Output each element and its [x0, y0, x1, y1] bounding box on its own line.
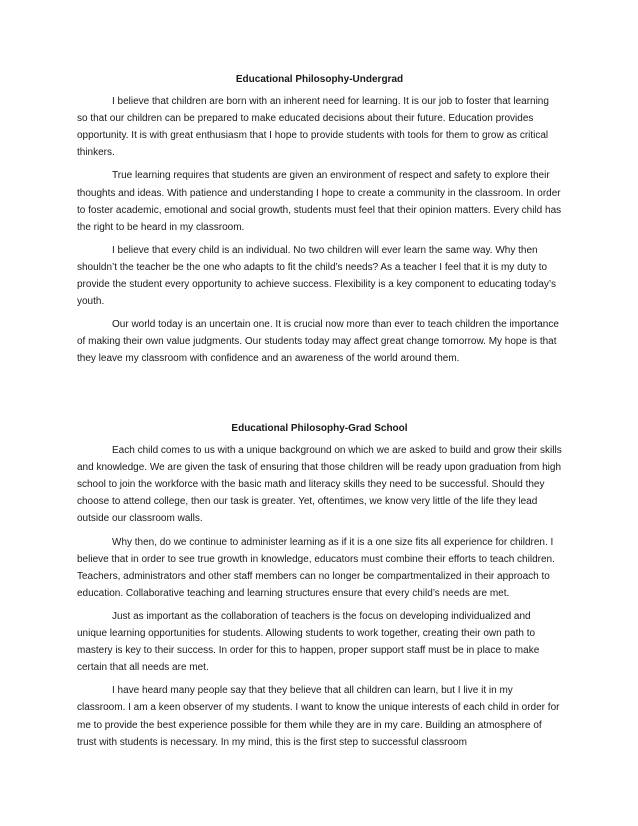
paragraph: Our world today is an uncertain one. It is crucial now more than ever to teach children the importance of making their own value judgments. Our students today may affect great change tomorrow. My hope is that they leave my classroom with confidence and an awareness of the world around them. [77, 319, 559, 365]
section-heading: Educational Philosophy-Undergrad [235, 74, 404, 85]
undergrad-section [77, 71, 562, 374]
paragraph: I believe that children are born with an inherent need for learning. It is our job to foster that learning so that our children can be prepared to make educated decisions about their future. Education provides opportunity. It is with great enthusiasm that I hope to provide students with tools for them to grow as critical thinkers. [77, 96, 549, 159]
paragraph: I believe that every child is an individual. No two children will ever learn the same way. Why then shouldn’t the teacher be the one who adapts to fit the child’s needs? As a teacher I feel that it is my duty to provide the student every opportunity to achieve success. Flexibility is a key component to educating today’s youth. [77, 244, 556, 308]
paragraph: Why then, do we continue to administer learning as if it is a one size fits all experience for children. I believe that in order to see true growth in knowledge, educators must combine their efforts to teach children. Teachers, administrators and other staff members can no longer be compartmentalized in their approach to education. Collaborative teaching and learning structures ensure that every child’s needs are met. [77, 536, 555, 599]
paragraph: Each child comes to us with a unique background on which we are asked to build and grow their skills and knowledge. We are given the task of ensuring that those children will be ready upon graduation from high school to join the workforce with the basic math and literacy skills they need to be successful. Should they choose to attend college, then our task is greater. Yet, oftentimes, we know very little of the life they lead outside our classroom walls. [77, 445, 562, 525]
paragraph: I have heard many people say that they believe that all children can learn, but I live it in my classroom. I am a keen observer of my students. I want to know the unique interests of each child in order for me to provide the best experience possible for them while they are in my care. Building an atmosphere of trust with students is necessary. In my mind, this is the first step to successful classroom [77, 685, 560, 748]
section-heading: Educational Philosophy-Grad School [231, 423, 408, 434]
grad-school-section [77, 420, 562, 757]
paragraph: True learning requires that students are given an environment of respect and safety to explore their thoughts and ideas. With patience and understanding I hope to create a community in the classroom. In order to foster academic, emotional and social growth, students must feel that their opinion matters. Every child has the right to be heard in my classroom. [77, 170, 562, 233]
paragraph: Just as important as the collaboration of teachers is the focus on developing individualized and unique learning opportunities for students. Allowing students to work together, creating their own path to mastery is key to their success. In order for this to happen, proper support staff must be in place to make certain that all needs are met. [77, 610, 540, 674]
